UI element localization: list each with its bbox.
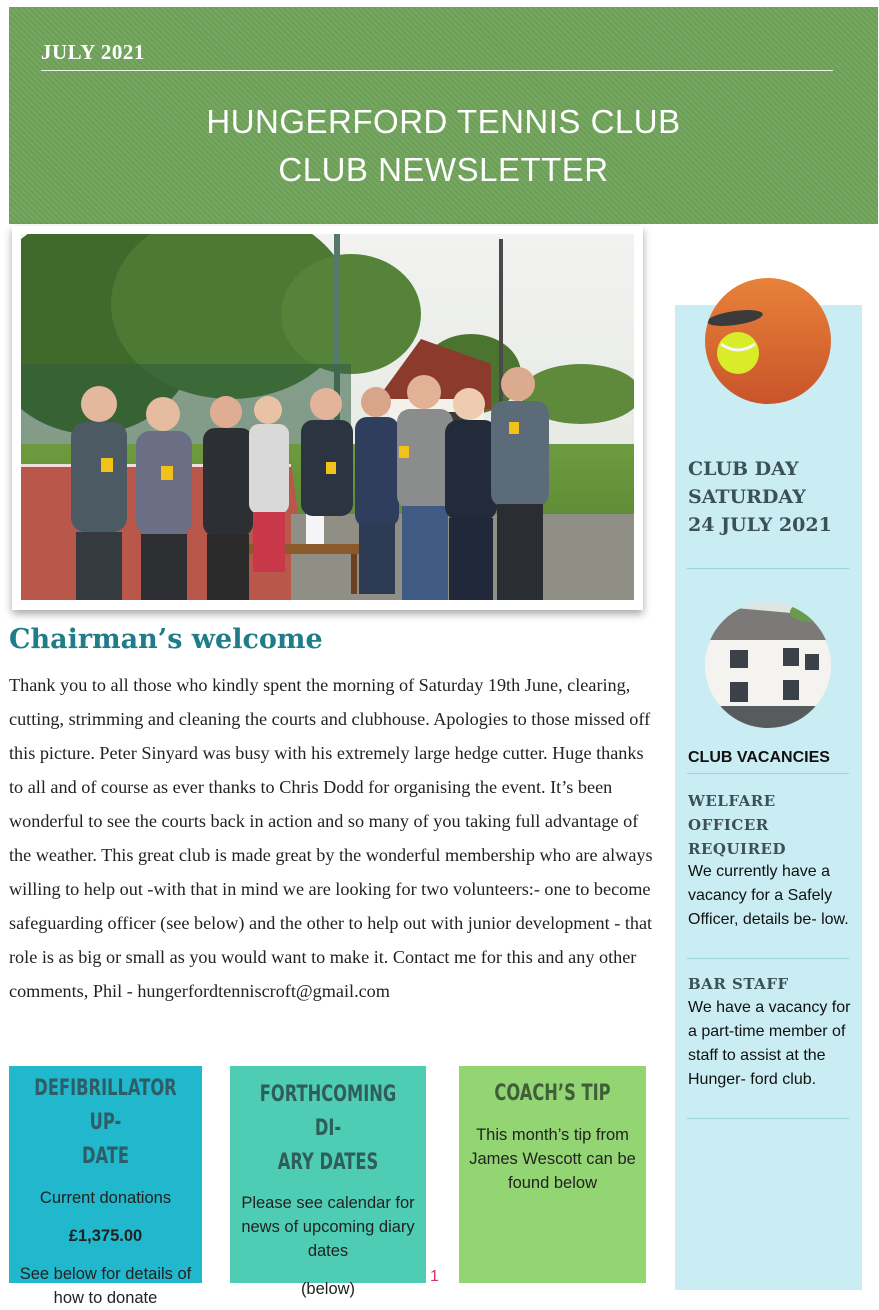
header-divider: [41, 70, 833, 71]
club-title: HUNGERFORD TENNIS CLUB: [206, 103, 681, 140]
page-number: 1: [430, 1268, 439, 1285]
diary-dates-text: Please see calendar for news of upcoming diary dates: [241, 1194, 415, 1260]
coach-tip-title: COACH’S TIP: [494, 1081, 611, 1106]
defibrillator-title: DEFIBRILLATOR UP- DATE: [34, 1076, 177, 1169]
diary-dates-note: (below): [300, 1280, 356, 1298]
sidebar: [675, 305, 862, 1290]
chairman-heading: Chairman’s welcome: [9, 624, 323, 655]
diary-dates-box: [230, 1066, 426, 1298]
group-photo-icon: [21, 234, 634, 600]
bar-staff-heading: BAR STAFF: [688, 975, 789, 993]
sidebar-divider: [687, 568, 849, 569]
donations-amount: £1,375.00: [68, 1227, 143, 1245]
coach-tip-text: This month’s tip from James Wescott can be found below: [469, 1126, 636, 1192]
vacancies-heading: CLUB VACANCIES: [688, 749, 830, 766]
tennis-ball-icon: [705, 278, 831, 404]
coach-tip-box: [459, 1066, 646, 1283]
bar-staff-divider: [687, 1118, 849, 1119]
vacancies-divider: [687, 773, 849, 774]
newsletter-title: CLUB NEWSLETTER: [278, 151, 609, 188]
newsletter-header: [9, 7, 878, 224]
welfare-divider: [687, 958, 849, 959]
defibrillator-box: [9, 1066, 202, 1307]
welfare-text: We currently have a vacancy for a Safely Officer, details be- low.: [688, 863, 849, 928]
diary-dates-title: FORTHCOMING DI- ARY DATES: [259, 1082, 397, 1175]
chairman-body: Thank you to all those who kindly spent the morning of Saturday 19th June, clearing, cutting, strimming and cleaning the courts and clubhouse. Apologies to those missed off this picture. Peter Sinyard was busy with his extremely large hedge cutter. Huge thanks to all and of course as ever thanks to Chris Dodd for organising the event. It’s been wonderful to see the courts back in action and so many of you taking full advantage of the weather. This great club is made great by the wonderful membership who are always willing to help out -with that in mind we are looking for two volunteers:- one to become safeguarding officer (see below) and the other to help out with junior development - that role is as big or small as you would want to make it. Contact me for this and any other comments, Phil - hungerfordtenniscroft@gmail.com: [9, 675, 653, 1001]
bar-staff-text: We have a vacancy for a part-time member of staff to assist at the Hunger- ford club.: [688, 999, 851, 1088]
club-day-heading: CLUB DAY SATURDAY 24 JULY 2021: [688, 458, 832, 536]
clubhouse-icon: [705, 602, 831, 728]
photo-frame: [12, 226, 643, 610]
welfare-heading: WELFARE OFFICER REQUIRED: [688, 792, 786, 858]
donations-label: Current donations: [39, 1189, 172, 1207]
issue-date: JULY 2021: [41, 40, 145, 64]
donate-details: See below for details of how to donate: [19, 1265, 192, 1307]
group-photo: [21, 234, 634, 600]
